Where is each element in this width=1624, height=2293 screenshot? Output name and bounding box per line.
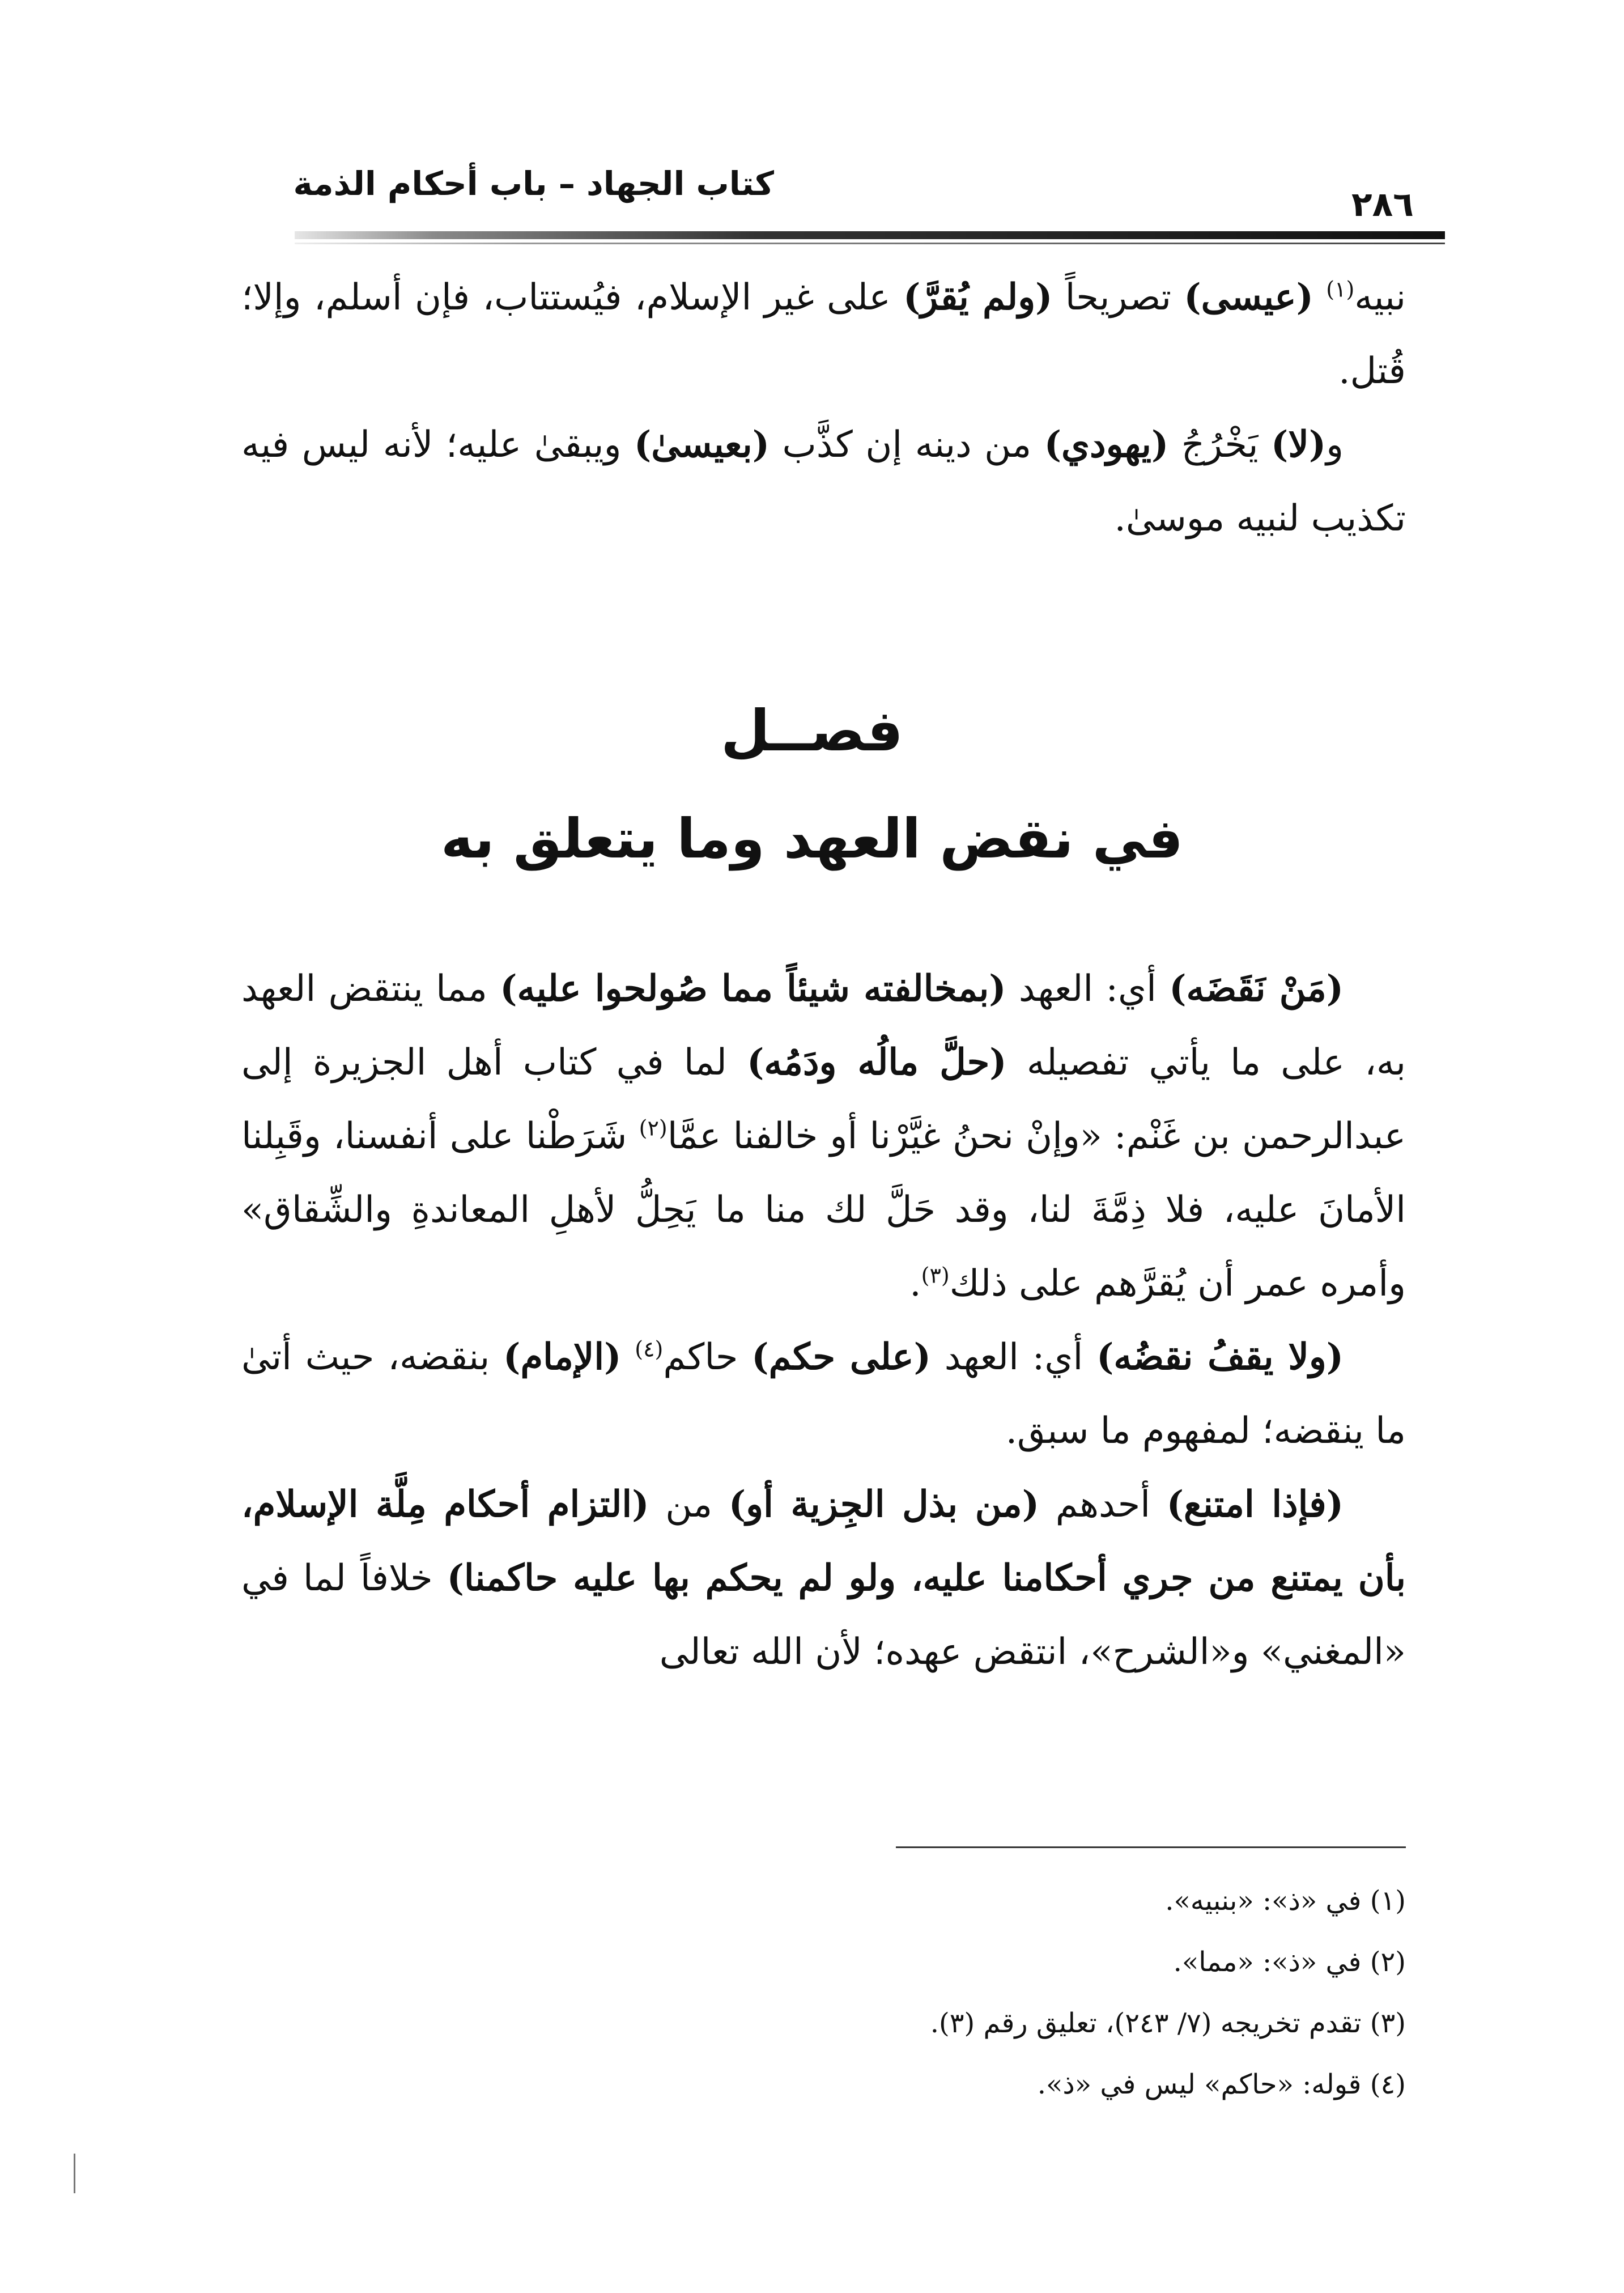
text-run: شَرَطْنا على أنفسنا، وقَبِلنا الأمانَ عليه، فلا ذِمَّةَ لنا، وقد حَلَّ لك منا ما يَحِلُّ لأهلِ المعاندةِ والشِّقاق» وأمره عمر أن يُقرَّهم على ذلك — [241, 1115, 1406, 1305]
scan-margin-mark — [74, 2154, 75, 2193]
text-run: . — [909, 1263, 921, 1305]
footnote: (٤) قوله: «حاكم» ليس في «ذ». — [1037, 2069, 1406, 2100]
paragraph — [241, 261, 1406, 408]
text-run: نبيه — [1354, 277, 1406, 319]
matn-text: (فإذا امتنع) — [1166, 1483, 1344, 1526]
text-run: مما ينتقض العهد به، على ما يأتي تفصيله — [241, 968, 1406, 1084]
body-text-main — [241, 952, 1406, 1689]
text-run: حاكم — [663, 1336, 738, 1378]
running-head: كتاب الجهاد – باب أحكام الذمة — [293, 164, 774, 203]
matn-text: (حلَّ مالُه ودَمُه) — [747, 1041, 1007, 1084]
paragraph — [241, 408, 1406, 555]
footnote-rule — [896, 1846, 1406, 1848]
matn-text: (يهودي) — [1044, 423, 1169, 466]
footnotes — [241, 1870, 1406, 2115]
text-run: خلافاً لما في «المغني» و«الشرح»، انتقض عهده؛ لأن الله تعالى — [241, 1557, 1406, 1673]
text-run: أي: العهد — [944, 1336, 1083, 1378]
section-heading — [0, 677, 1624, 893]
footnote: (٢) في «ذ»: «مما». — [1173, 1946, 1406, 1978]
text-run: من دينه إن كذَّب — [782, 424, 1032, 466]
footnote-ref: (٤) — [635, 1336, 664, 1362]
matn-text: (بمخالفته شيئاً مما صُولحوا عليه) — [500, 967, 1006, 1010]
footnote: (١) في «ذ»: «بنبيه». — [1165, 1885, 1406, 1917]
footnote-ref: (٣) — [921, 1263, 950, 1288]
header-rule — [295, 231, 1445, 239]
text-run: لما في كتاب أهل الجزيرة إلى عبدالرحمن بن غَنْم: «وإنْ نحنُ غيَّرْنا أو خالفنا عمَّا — [241, 1042, 1406, 1157]
paragraph — [241, 952, 1406, 1320]
matn-text: (بعيسىٰ) — [634, 423, 770, 466]
text-run: بنقضه، حيث أتىٰ ما ينقضه؛ لمفهوم ما سبق. — [241, 1336, 1406, 1452]
matn-text: (الإمام) — [503, 1336, 622, 1378]
matn-text: (ولا يقفُ نقضُه) — [1096, 1336, 1344, 1378]
text-run: أي: العهد — [1018, 968, 1157, 1010]
page-number: ٢٨٦ — [1351, 185, 1414, 224]
section-subtitle: في نقض العهد وما يتعلق به — [441, 807, 1183, 871]
text-run: ويبقىٰ عليه؛ لأنه ليس فيه تكذيب لنبيه موسىٰ. — [241, 424, 1406, 540]
text-run: يَخْرُجُ — [1181, 424, 1259, 466]
paragraph — [241, 1468, 1406, 1689]
body-text-top — [241, 261, 1406, 555]
matn-text: (من بذل الجِزية أو) — [728, 1483, 1039, 1526]
text-run: من — [665, 1484, 713, 1526]
footnote: (٣) تقدم تخريجه (٧/ ٢٤٣)، تعليق رقم (٣). — [930, 2007, 1406, 2039]
text-run: أحدهم — [1055, 1484, 1150, 1526]
text-run: تصريحاً — [1065, 277, 1172, 319]
matn-text: (التزام أحكام مِلَّة الإسلام، بأن يمتنع من جري أحكامنا عليه، ولو لم يحكم بها عليه حاكمنا) — [241, 1483, 1406, 1599]
header-rule-thin — [295, 243, 1445, 244]
matn-text: (على حكم) — [751, 1336, 931, 1378]
paragraph — [241, 1320, 1406, 1468]
text-run: و — [1326, 424, 1344, 466]
matn-text: (مَنْ نَقَضَه) — [1169, 967, 1344, 1010]
footnote-ref: (٢) — [639, 1115, 668, 1141]
text-run: على غير الإسلام، فيُستتاب، فإن أسلم، وإلا؛ قُتل. — [241, 277, 1406, 392]
section-title: فصــل — [721, 698, 903, 764]
footnote-ref: (١) — [1326, 277, 1355, 302]
matn-text: (لا) — [1271, 423, 1327, 466]
matn-text: (عيسى) — [1184, 276, 1313, 319]
matn-text: (ولم يُقرَّ) — [903, 276, 1053, 319]
